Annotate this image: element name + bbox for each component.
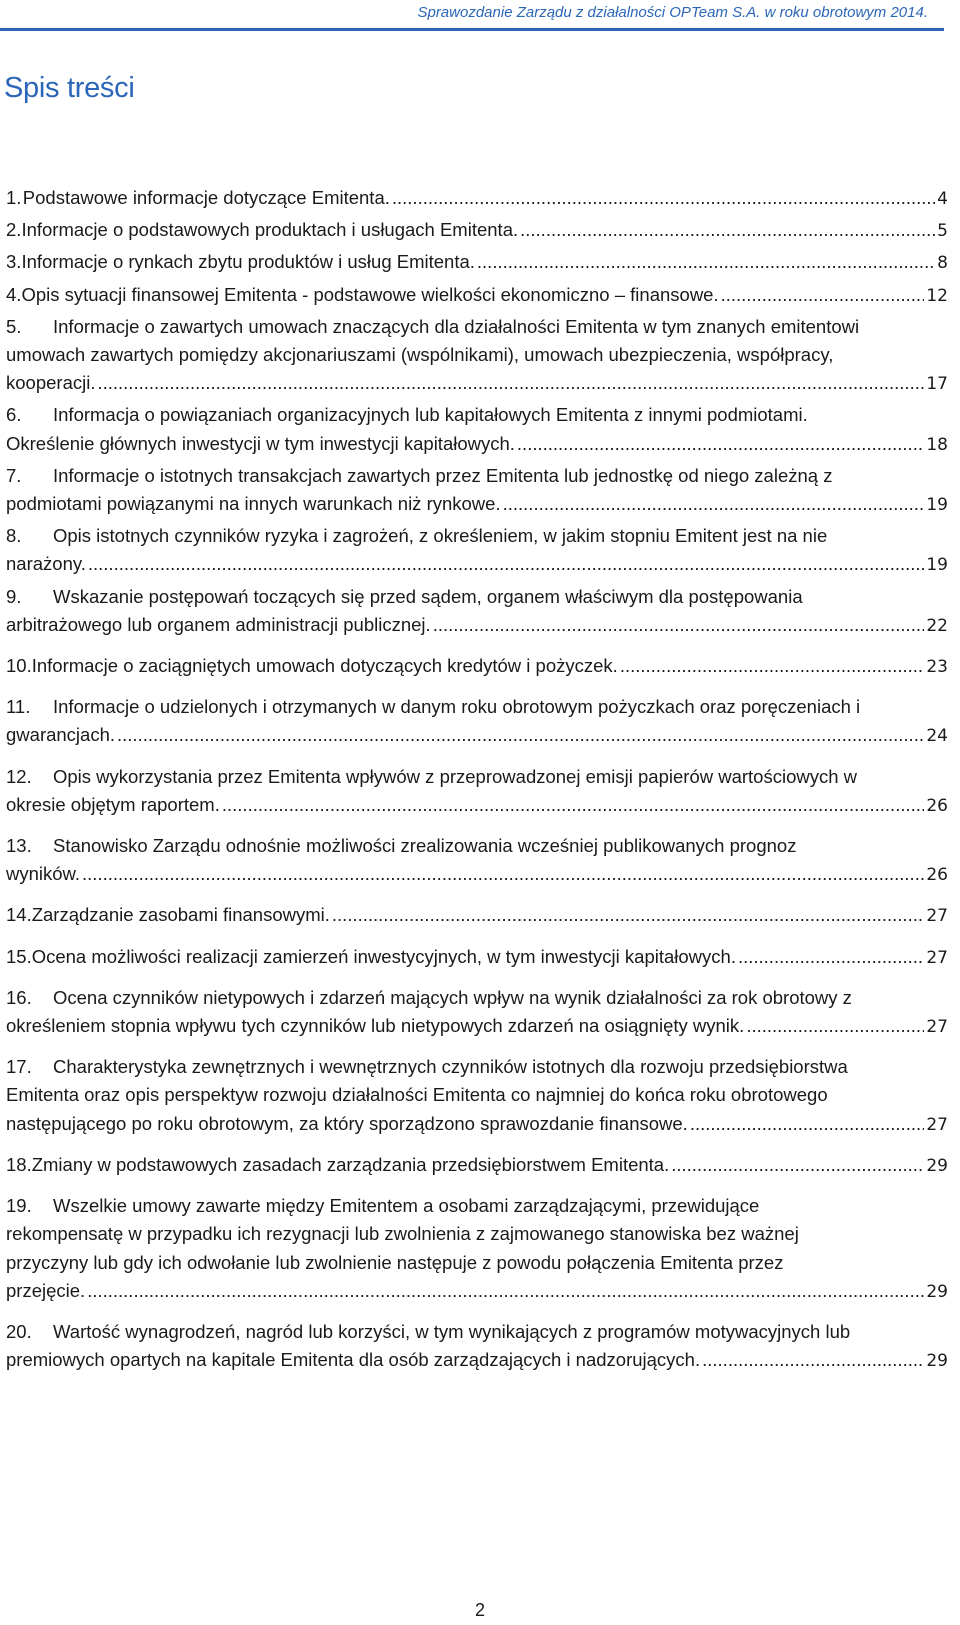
toc-entry-number: 20. — [6, 1320, 32, 1342]
header-title: Sprawozdanie Zarządu z działalności OPTeam S.A. w roku obrotowym 2014. — [417, 4, 928, 21]
toc-entry-page: 12 — [926, 285, 948, 306]
toc-entry-line — [6, 763, 954, 791]
toc-entry-line — [6, 1277, 954, 1306]
toc-entry-number: 2. — [6, 219, 22, 241]
toc-entry-title: Emitenta oraz opis perspektyw rozwoju działalności Emitenta co najmniej do końca roku obrotowego — [6, 1084, 828, 1106]
toc-entry-number: 17. — [6, 1056, 32, 1078]
toc-dot-leader — [433, 611, 925, 639]
toc-entry[interactable] — [6, 901, 954, 930]
toc-entry-page: 4 — [937, 189, 948, 209]
toc-entry-page: 24 — [926, 726, 948, 747]
toc-entry[interactable] — [6, 763, 954, 820]
toc-entry-title: arbitrażowego lub organem administracji publicznej. — [6, 613, 431, 635]
toc-entry-number: 11. — [6, 696, 31, 718]
toc-entry-title: Informacja o powiązaniach organizacyjnych lub kapitałowych Emitenta z innymi podmiotami. — [53, 404, 808, 426]
toc-entry-page: 19 — [926, 495, 948, 516]
toc-entry-title: Ocena czynników nietypowych i zdarzeń mających wpływ na wynik działalności za rok obrotowy z — [53, 986, 852, 1008]
toc-entry-page: 8 — [937, 253, 948, 274]
toc-entry-line — [6, 943, 954, 972]
toc-entry-number: 14. — [6, 904, 32, 926]
toc-entry-line — [6, 1220, 954, 1248]
toc-entry-number: 6. — [6, 404, 22, 426]
toc-entry-title: Wskazanie postępowań toczących się przed sądem, organem właściwym dla postępowania — [53, 585, 803, 607]
toc-entry-title: umowach zawartych pomiędzy akcjonariuszami (wspólnikami), umowach ubezpieczenia, współpracy, — [6, 344, 834, 366]
toc-entry-number: 5. — [6, 315, 22, 337]
toc-entry-number: 3. — [6, 251, 22, 273]
toc-entry-number: 18. — [6, 1153, 32, 1175]
toc-entry-line — [6, 721, 954, 750]
toc-entry-number: 19. — [6, 1195, 32, 1217]
toc-entry-line — [6, 184, 954, 213]
toc-entry-page: 29 — [926, 1281, 948, 1302]
toc-entry-line — [6, 652, 954, 681]
toc-entry-title: Wszelkie umowy zawarte między Emitentem a osobami zarządzającymi, przewidujące — [53, 1195, 760, 1217]
toc-entry-line — [6, 341, 954, 369]
toc-entry-page: 27 — [926, 906, 948, 927]
toc-dot-leader — [222, 791, 924, 819]
toc-entry-page: 23 — [926, 657, 948, 678]
toc-entry-number: 7. — [6, 464, 22, 486]
toc-entry-title: Informacje o rynkach zbytu produktów i usług Emitenta. — [21, 251, 475, 273]
toc-dot-leader — [477, 248, 935, 276]
toc-entry-line — [6, 832, 954, 860]
toc-entry[interactable] — [6, 583, 954, 640]
toc-entry-line — [6, 583, 954, 611]
toc-entry-title: określeniem stopnia wpływu tych czynników lub nietypowych zdarzeń na osiągnięty wynik. — [6, 1015, 745, 1037]
toc-dot-leader — [88, 550, 924, 578]
toc-dot-leader — [97, 369, 924, 397]
toc-entry-line — [6, 1192, 954, 1220]
toc-title: Spis treści — [4, 72, 135, 104]
toc-entry-page: 18 — [926, 434, 948, 455]
toc-entry-line — [6, 281, 954, 310]
toc-entry-title: Zarządzanie zasobami finansowymi. — [31, 904, 330, 926]
toc-entry-line — [6, 984, 954, 1012]
toc-entry[interactable] — [6, 693, 954, 750]
toc-entry-line — [6, 791, 954, 820]
toc-entry-title: Opis istotnych czynników ryzyka i zagrożeń, z określeniem, w jakim stopniu Emitent jest na nie — [53, 525, 828, 547]
toc-entry-title: narażony. — [6, 553, 86, 575]
toc-dot-leader — [87, 1277, 924, 1305]
toc-entry[interactable] — [6, 462, 954, 519]
toc-dot-leader — [503, 490, 925, 518]
toc-entry[interactable] — [6, 522, 954, 579]
toc-entry-page: 19 — [926, 555, 948, 576]
toc-entry-title: Wartość wynagrodzeń, nagród lub korzyści, w tym wynikających z programów motywacyjnych lub — [53, 1320, 851, 1342]
toc-entry-line — [6, 490, 954, 519]
toc-entry-line — [6, 369, 954, 398]
toc-entry-page: 22 — [926, 615, 948, 636]
toc-entry-title: Opis sytuacji finansowej Emitenta - podstawowe wielkości ekonomiczno – finansowe. — [21, 283, 719, 305]
toc-entry-title: Informacje o istotnych transakcjach zawartych przez Emitenta lub jednostkę od niego zależną z — [53, 464, 833, 486]
toc-entry-title: Opis wykorzystania przez Emitenta wpływów z przeprowadzonej emisji papierów wartościowych w — [53, 765, 858, 787]
toc-entry-line — [6, 1318, 954, 1346]
toc-entry[interactable] — [6, 401, 954, 458]
toc-entry-title: Określenie głównych inwestycji w tym inwestycji kapitałowych. — [6, 432, 515, 454]
toc-entry[interactable] — [6, 652, 954, 681]
toc-entry-line — [6, 1346, 954, 1375]
toc-entry[interactable] — [6, 216, 954, 245]
page-header — [0, 2, 944, 31]
toc-dot-leader — [671, 1151, 924, 1179]
toc-entry-title: przejęcie. — [6, 1279, 86, 1301]
toc-entry-line — [6, 1081, 954, 1109]
toc-entry-title: kooperacji. — [6, 372, 96, 394]
toc-entry-number: 4. — [6, 283, 22, 305]
toc-dot-leader — [520, 216, 935, 244]
toc-entry[interactable] — [6, 184, 954, 213]
toc-dot-leader — [738, 943, 924, 971]
toc-entry-title: Stanowisko Zarządu odnośnie możliwości zrealizowania wcześniej publikowanych prognoz — [53, 835, 797, 857]
toc-entry[interactable] — [6, 984, 954, 1041]
toc-entry-page: 27 — [926, 947, 948, 968]
toc-entry[interactable] — [6, 281, 954, 310]
toc-entry-title: Informacje o zawartych umowach znaczących dla działalności Emitenta w tym znanych emitentowi — [53, 315, 860, 337]
toc-entry-line — [6, 550, 954, 579]
toc-dot-leader — [117, 721, 924, 749]
toc-dot-leader — [620, 652, 925, 680]
toc-entry-title: Informacje o podstawowych produktach i usługach Emitenta. — [21, 219, 519, 241]
toc-entry-page: 26 — [926, 865, 948, 886]
toc-entry[interactable] — [6, 313, 954, 399]
toc-dot-leader — [332, 901, 924, 929]
toc-entry-title: wyników. — [6, 863, 81, 885]
toc-entry[interactable] — [6, 1053, 954, 1139]
toc-entry-line — [6, 1110, 954, 1139]
toc-entry-page: 17 — [926, 374, 948, 395]
toc-entry[interactable] — [6, 248, 954, 277]
toc-dot-leader — [721, 281, 925, 309]
toc-entry[interactable] — [6, 832, 954, 889]
toc-dot-leader — [517, 430, 924, 458]
toc-entry-line — [6, 1151, 954, 1180]
toc-entry-line — [6, 1053, 954, 1081]
toc-entry-title: premiowych opartych na kapitale Emitenta dla osób zarządzających i nadzorujących. — [6, 1349, 701, 1371]
toc-entry-number: 8. — [6, 525, 22, 547]
toc-entry-page: 29 — [926, 1155, 948, 1176]
toc-entry-number: 16. — [6, 986, 32, 1008]
toc-entry-number: 12. — [6, 765, 32, 787]
toc-entry-line — [6, 860, 954, 889]
toc-entry-line — [6, 1012, 954, 1041]
toc-entry-title: przyczyny lub gdy ich odwołanie lub zwolnienie następuje z powodu połączenia Emitenta przez — [6, 1251, 784, 1273]
toc-entry-page: 5 — [937, 221, 948, 242]
toc-entry-title: rekompensatę w przypadku ich rezygnacji lub zwolnienia z zajmowanego stanowiska bez ważnej — [6, 1223, 799, 1245]
toc-entry-page: 29 — [926, 1351, 948, 1372]
toc-entry[interactable] — [6, 1151, 954, 1180]
toc-entry-line — [6, 430, 954, 459]
toc-entry-line — [6, 522, 954, 550]
toc-entry-title: Podstawowe informacje dotyczące Emitenta. — [22, 187, 390, 208]
toc-entry-title: Informacje o zaciągniętych umowach dotyczących kredytów i pożyczek. — [31, 655, 618, 677]
toc-entry[interactable] — [6, 1318, 954, 1375]
toc-entry-page: 27 — [926, 1017, 948, 1038]
toc-dot-leader — [746, 1012, 924, 1040]
toc-entry[interactable] — [6, 943, 954, 972]
toc-entry-number: 15. — [6, 945, 32, 967]
toc-entry-line — [6, 313, 954, 341]
toc-entry-page: 26 — [926, 795, 948, 816]
toc-entry-number: 9. — [6, 585, 22, 607]
toc-dot-leader — [690, 1110, 925, 1138]
toc-dot-leader — [392, 184, 935, 212]
toc-dot-leader — [702, 1346, 924, 1374]
toc-entry-title: Charakterystyka zewnętrznych i wewnętrznych czynników istotnych dla rozwoju przedsiębiorstwa — [53, 1056, 848, 1078]
toc-entry-line — [6, 462, 954, 490]
toc-entry-line — [6, 216, 954, 245]
toc-entry-title: Informacje o udzielonych i otrzymanych w danym roku obrotowym pożyczkach oraz poręczeniach i — [53, 696, 861, 718]
page-number: 2 — [474, 1600, 485, 1620]
toc-entry-title: gwarancjach. — [6, 724, 116, 746]
toc-entry-line — [6, 611, 954, 640]
toc-entry-line — [6, 401, 954, 429]
toc-entry-line — [6, 693, 954, 721]
toc-entry-title: podmiotami powiązanymi na innych warunkach niż rynkowe. — [6, 493, 501, 515]
toc-entry-number: 10. — [6, 655, 32, 677]
toc-entry-line — [6, 901, 954, 930]
toc-entry-number: 13. — [6, 835, 32, 857]
toc-entry-page: 27 — [926, 1114, 948, 1135]
toc-entry-title: Zmiany w podstawowych zasadach zarządzania przedsiębiorstwem Emitenta. — [31, 1153, 670, 1175]
toc-entry-title: następującego po roku obrotowym, za który sporządzono sprawozdanie finansowe. — [6, 1112, 688, 1134]
toc-dot-leader — [82, 860, 924, 888]
toc-entry-title: Ocena możliwości realizacji zamierzeń inwestycyjnych, w tym inwestycji kapitałowych. — [31, 945, 736, 967]
table-of-contents — [6, 184, 954, 1375]
toc-entry-title: okresie objętym raportem. — [6, 793, 220, 815]
toc-entry-number: 1. — [6, 187, 22, 208]
toc-entry[interactable] — [6, 1192, 954, 1306]
toc-entry-line — [6, 248, 954, 277]
toc-entry-line — [6, 1249, 954, 1277]
